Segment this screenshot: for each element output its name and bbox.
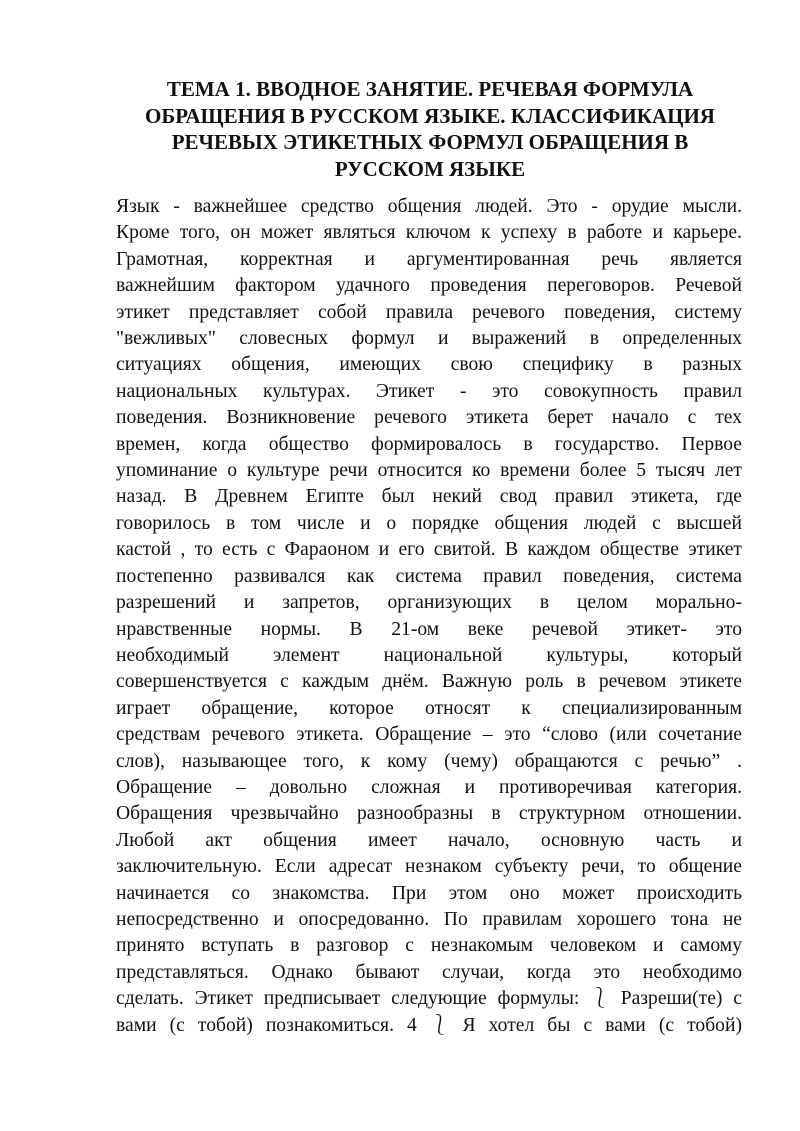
text-line: разрешений и запретов, организующих в целом морально- xyxy=(116,592,742,614)
text-line: Любой акт общения имеет начало, основную часть и xyxy=(116,829,742,851)
text-line: Язык - важнейшее средство общения людей. Это - орудие мысли. xyxy=(116,196,742,217)
text-line: необходимый элемент национальной культуры, который xyxy=(116,644,742,666)
text-line: постепенно развивался как система правил поведения, система xyxy=(116,565,742,587)
title-bold-text: ВВОДНОЕ ЗАНЯТИЕ. РЕЧЕВАЯ ФОРМУЛА ОБРАЩЕНИЯ В РУССКОМ ЯЗЫКЕ. КЛАССИФИКАЦИЯ РЕЧЕВЫХ ЭТИКЕТНЫХ ФОРМУЛ ОБРАЩЕНИЯ В РУССКОМ ЯЗЫКЕ xyxy=(145,77,715,181)
text-line: говорилось в том числе и о порядке общения людей с высшей xyxy=(116,512,742,534)
text-line: назад. В Древнем Египте был некий свод правил этикета, где xyxy=(116,486,742,508)
text-line: непосредственно и опосредованно. По правилам хорошего тона не xyxy=(116,908,742,930)
text-line: совершенствуется с каждым днём. Важную роль в речевом этикете xyxy=(116,671,742,693)
text-line: национальных культурах. Этикет - это совокупность правил xyxy=(116,380,742,402)
text-line: упоминание о культуре речи относится ко времени более 5 тысяч лет xyxy=(116,460,742,482)
text-line: играет обращение, которое относят к специализированным xyxy=(116,697,742,719)
text-line: вами (с тобой) познакомиться. 4 ⎱ Я хотел бы с вами (с тобой) xyxy=(116,1014,742,1036)
text-line: важнейшим фактором удачного проведения переговоров. Речевой xyxy=(116,275,742,297)
text-line: Грамотная, корректная и аргументированная речь является xyxy=(116,248,742,270)
text-line: ситуациях общения, имеющих свою специфику в разных xyxy=(116,354,742,376)
text-line: заключительную. Если адресат незнаком субъекту речи, то общение xyxy=(116,856,742,878)
text-line: поведения. Возникновение речевого этикета берет начало с тех xyxy=(116,407,742,429)
text-line: принято вступать в разговор с незнакомым человеком и самому xyxy=(116,935,742,957)
text-line: нравственные нормы. В 21-ом веке речевой этикет- это xyxy=(116,618,742,640)
text-line: кастой , то есть с Фараоном и его свитой. В каждом обществе этикет xyxy=(116,539,742,561)
text-line: этикет представляет собой правила речевого поведения, систему xyxy=(116,301,742,323)
body-paragraph xyxy=(116,194,742,1039)
text-line: времен, когда общество формировалось в государство. Первое xyxy=(116,433,742,455)
text-line: представляться. Однако бывают случаи, когда это необходимо xyxy=(116,961,742,983)
text-line: Обращение – довольно сложная и противоречивая категория. xyxy=(116,776,742,798)
text-line: Кроме того, он может являться ключом к успеху в работе и карьере. xyxy=(116,222,742,244)
text-line: сделать. Этикет предписывает следующие формулы: ⎱ Разреши(те) с xyxy=(116,988,742,1010)
text-line: "вежливых" словесных формул и выражений в определенных xyxy=(116,328,742,350)
text-line: начинается со знакомства. При этом оно может происходить xyxy=(116,882,742,904)
title-prefix: ТЕМА 1. xyxy=(166,77,257,101)
text-line: Обращения чрезвычайно разнообразны в структурном отношении. xyxy=(116,803,742,825)
page-title xyxy=(118,76,742,182)
text-line: слов), называющее того, к кому (чему) обращаются с речью” . xyxy=(116,750,742,772)
text-line: средствам речевого этикета. Обращение – это “слово (или сочетание xyxy=(116,724,742,746)
